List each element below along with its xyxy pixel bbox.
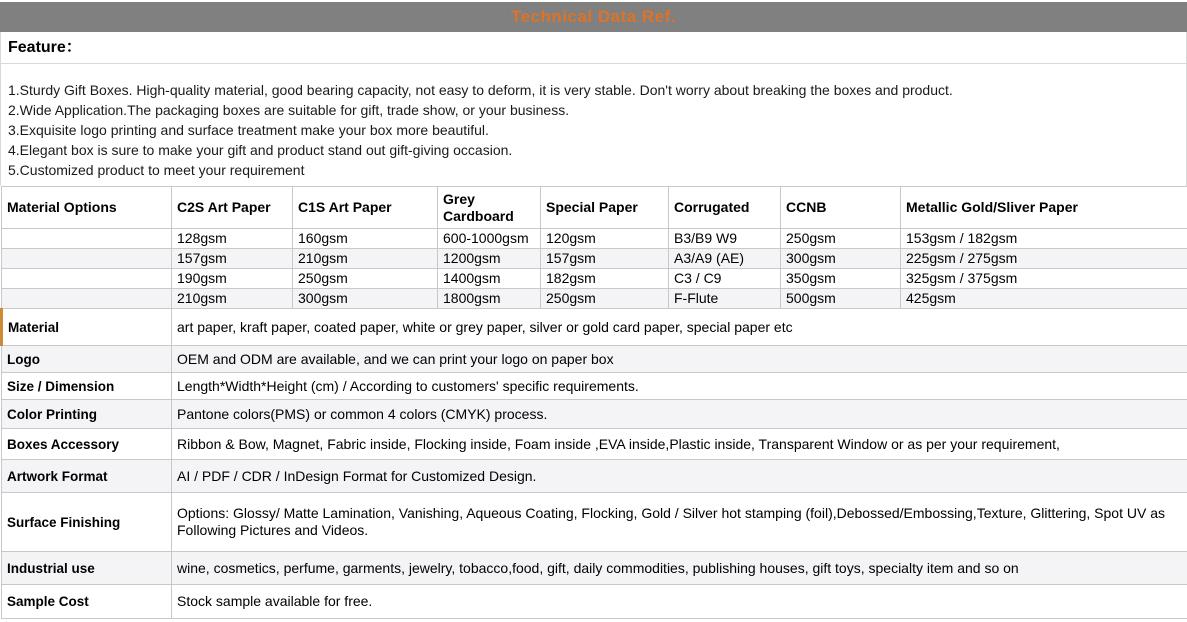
spec-row-material	[2, 309, 1187, 346]
materials-cell: 157gsm	[541, 249, 669, 269]
header-c2s-art-paper: C2S Art Paper	[172, 187, 293, 229]
spec-label: Boxes Accessory	[2, 429, 172, 460]
materials-cell: 160gsm	[293, 229, 438, 249]
materials-cell: C3 / C9	[669, 269, 781, 289]
spec-row-size-dimension	[2, 373, 1187, 400]
materials-row-4	[2, 289, 1187, 309]
spec-label: Surface Finishing	[2, 493, 172, 552]
feature-item-5: 5.Customized product to meet your requirement	[8, 160, 1186, 180]
materials-cell: 225gsm / 275gsm	[901, 249, 1187, 269]
feature-item-1: 1.Sturdy Gift Boxes. High-quality material, good bearing capacity, not easy to deform, it is very stable. Don't worry about breaking the boxes and product.	[8, 80, 1186, 100]
feature-section	[0, 32, 1187, 186]
feature-item-4: 4.Elegant box is sure to make your gift and product stand out gift-giving occasion.	[8, 140, 1186, 160]
materials-cell: 250gsm	[781, 229, 901, 249]
materials-cell: 500gsm	[781, 289, 901, 309]
spec-label: Color Printing	[2, 400, 172, 429]
materials-row-2	[2, 249, 1187, 269]
spec-label: Sample Cost	[2, 585, 172, 619]
feature-heading: Feature：	[1, 32, 1186, 64]
materials-cell: 250gsm	[293, 269, 438, 289]
materials-cell: A3/A9 (AE)	[669, 249, 781, 269]
spec-label: Logo	[2, 346, 172, 373]
materials-cell: 182gsm	[541, 269, 669, 289]
materials-cell: 1800gsm	[438, 289, 541, 309]
spec-label: Size / Dimension	[2, 373, 172, 400]
page-title: Technical Data Ref.	[511, 7, 676, 26]
title-bar	[0, 2, 1187, 32]
spec-value: Length*Width*Height (cm) / According to customers' specific requirements.	[172, 373, 1187, 400]
spec-label: Artwork Format	[2, 460, 172, 493]
header-special-paper: Special Paper	[541, 187, 669, 229]
spec-label: Material	[2, 309, 172, 346]
materials-cell: 210gsm	[293, 249, 438, 269]
materials-cell: 210gsm	[172, 289, 293, 309]
materials-cell	[2, 249, 172, 269]
spec-value: Stock sample available for free.	[172, 585, 1187, 619]
header-material-options: Material Options	[2, 187, 172, 229]
materials-cell: 300gsm	[781, 249, 901, 269]
feature-item-3: 3.Exquisite logo printing and surface treatment make your box more beautiful.	[8, 120, 1186, 140]
materials-cell: 120gsm	[541, 229, 669, 249]
technical-data-table	[0, 186, 1187, 619]
spec-value: wine, cosmetics, perfume, garments, jewelry, tobacco,food, gift, daily commodities, publishing houses, gift toys, specialty item and so on	[172, 552, 1187, 585]
header-corrugated: Corrugated	[669, 187, 781, 229]
spec-row-artwork-format	[2, 460, 1187, 493]
spec-row-logo	[2, 346, 1187, 373]
spec-row-surface-finishing	[2, 493, 1187, 552]
spec-value: Ribbon & Bow, Magnet, Fabric inside, Flocking inside, Foam inside ,EVA inside,Plastic inside, Transparent Window or as per your requirement,	[172, 429, 1187, 460]
header-c1s-art-paper: C1S Art Paper	[293, 187, 438, 229]
materials-cell: 300gsm	[293, 289, 438, 309]
spec-label: Industrial use	[2, 552, 172, 585]
technical-data-page	[0, 2, 1187, 622]
spec-value: Options: Glossy/ Matte Lamination, Vanishing, Aqueous Coating, Flocking, Gold / Silver hot stamping (foil),Debossed/Embossing,Texture, Glittering, Spot UV as Following Pictures and Videos.	[172, 493, 1187, 552]
materials-cell: 600-1000gsm	[438, 229, 541, 249]
spec-row-boxes-accessory	[2, 429, 1187, 460]
materials-cell: 153gsm / 182gsm	[901, 229, 1187, 249]
materials-cell: 190gsm	[172, 269, 293, 289]
materials-cell	[2, 269, 172, 289]
materials-cell: 1200gsm	[438, 249, 541, 269]
materials-cell	[2, 289, 172, 309]
feature-item-2: 2.Wide Application.The packaging boxes are suitable for gift, trade show, or your business.	[8, 100, 1186, 120]
materials-cell: 325gsm / 375gsm	[901, 269, 1187, 289]
spec-row-industrial-use	[2, 552, 1187, 585]
spec-row-sample-cost	[2, 585, 1187, 619]
materials-cell: 250gsm	[541, 289, 669, 309]
materials-header-row	[2, 187, 1187, 229]
header-grey-cardboard: Grey Cardboard	[438, 187, 541, 229]
materials-cell: 425gsm	[901, 289, 1187, 309]
spec-value: AI / PDF / CDR / InDesign Format for Customized Design.	[172, 460, 1187, 493]
spec-value: art paper, kraft paper, coated paper, white or grey paper, silver or gold card paper, special paper etc	[172, 309, 1187, 346]
materials-cell: 157gsm	[172, 249, 293, 269]
feature-list	[1, 64, 1186, 186]
header-ccnb: CCNB	[781, 187, 901, 229]
spec-value: Pantone colors(PMS) or common 4 colors (CMYK) process.	[172, 400, 1187, 429]
materials-row-1	[2, 229, 1187, 249]
materials-cell: 1400gsm	[438, 269, 541, 289]
materials-row-3	[2, 269, 1187, 289]
materials-cell	[2, 229, 172, 249]
materials-cell: 128gsm	[172, 229, 293, 249]
spec-row-color-printing	[2, 400, 1187, 429]
materials-cell: 350gsm	[781, 269, 901, 289]
spec-value: OEM and ODM are available, and we can print your logo on paper box	[172, 346, 1187, 373]
header-metallic-paper: Metallic Gold/Sliver Paper	[901, 187, 1187, 229]
materials-cell: B3/B9 W9	[669, 229, 781, 249]
materials-cell: F-Flute	[669, 289, 781, 309]
